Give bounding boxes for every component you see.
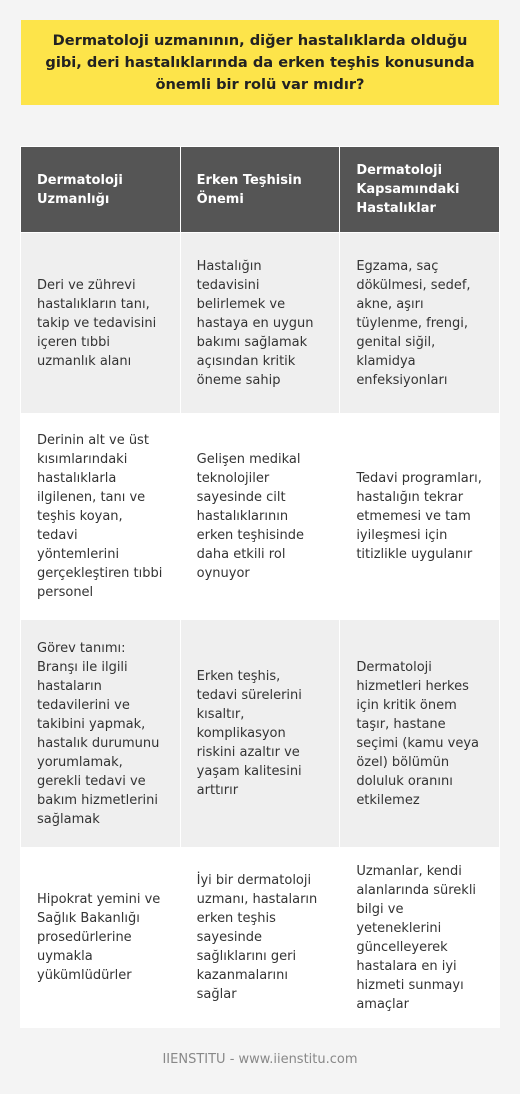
table-cell: Hipokrat yemini ve Sağlık Bakanlığı prosedürlerine uymakla yükümlüdürler [21,848,181,1028]
title-banner [21,20,499,105]
table-cell: İyi bir dermatoloji uzmanı, hastaların erken teşhis sayesinde sağlıklarını geri kazanmalarını sağlar [180,848,340,1028]
column-header-specialty: Dermatoloji Uzmanlığı [21,147,181,233]
page-title: Dermatoloji uzmanının, diğer hastalıklarda olduğu gibi, deri hastalıklarında da erken teşhis konusunda önemli bir rolü var mıdır? [45,31,475,93]
table-cell: Görev tanımı: Branşı ile ilgili hastaların tedavilerini ve takibini yapmak, hastalık durumunu yorumlamak, gerekli tedavi ve bakım hizmetlerini sağlamak [21,620,181,848]
table-cell: Egzama, saç dökülmesi, sedef, akne, aşırı tüylenme, frengi, genital siğil, klamidya enfeksiyonları [340,233,500,414]
table-row [21,414,500,620]
table-cell: Erken teşhis, tedavi sürelerini kısaltır, komplikasyon riskini azaltır ve yaşam kalitesini arttırır [180,620,340,848]
table-row [21,848,500,1028]
table-cell: Hastalığın tedavisini belirlemek ve hastaya en uygun bakımı sağlamak açısından kritik öneme sahip [180,233,340,414]
table-row [21,233,500,414]
table-cell: Dermatoloji hizmetleri herkes için kritik önem taşır, hastane seçimi (kamu veya özel) bölümün doluluk oranını etkilemez [340,620,500,848]
table-row [21,620,500,848]
footer-credit: IIENSTITU - www.iienstitu.com [162,1052,358,1067]
column-header-early-diagnosis: Erken Teşhisin Önemi [180,147,340,233]
table-cell: Derinin alt ve üst kısımlarındaki hastalıklarla ilgilenen, tanı ve teşhis koyan, tedavi yöntemlerini gerçekleştiren tıbbi personel [21,414,181,620]
table-cell: Uzmanlar, kendi alanlarında sürekli bilgi ve yeteneklerini güncelleyerek hastalara en iyi hizmeti sunmayı amaçlar [340,848,500,1028]
table-cell: Tedavi programları, hastalığın tekrar etmemesi ve tam iyileşmesi için titizlikle uygulanır [340,414,500,620]
table-cell: Deri ve zührevi hastalıkların tanı, takip ve tedavisini içeren tıbbi uzmanlık alanı [21,233,181,414]
table-cell: Gelişen medikal teknolojiler sayesinde cilt hastalıklarının erken teşhisinde daha etkili rol oynuyor [180,414,340,620]
comparison-table [20,146,500,1028]
column-header-diseases: Dermatoloji Kapsamındaki Hastalıklar [340,147,500,233]
table-header-row [21,147,500,233]
